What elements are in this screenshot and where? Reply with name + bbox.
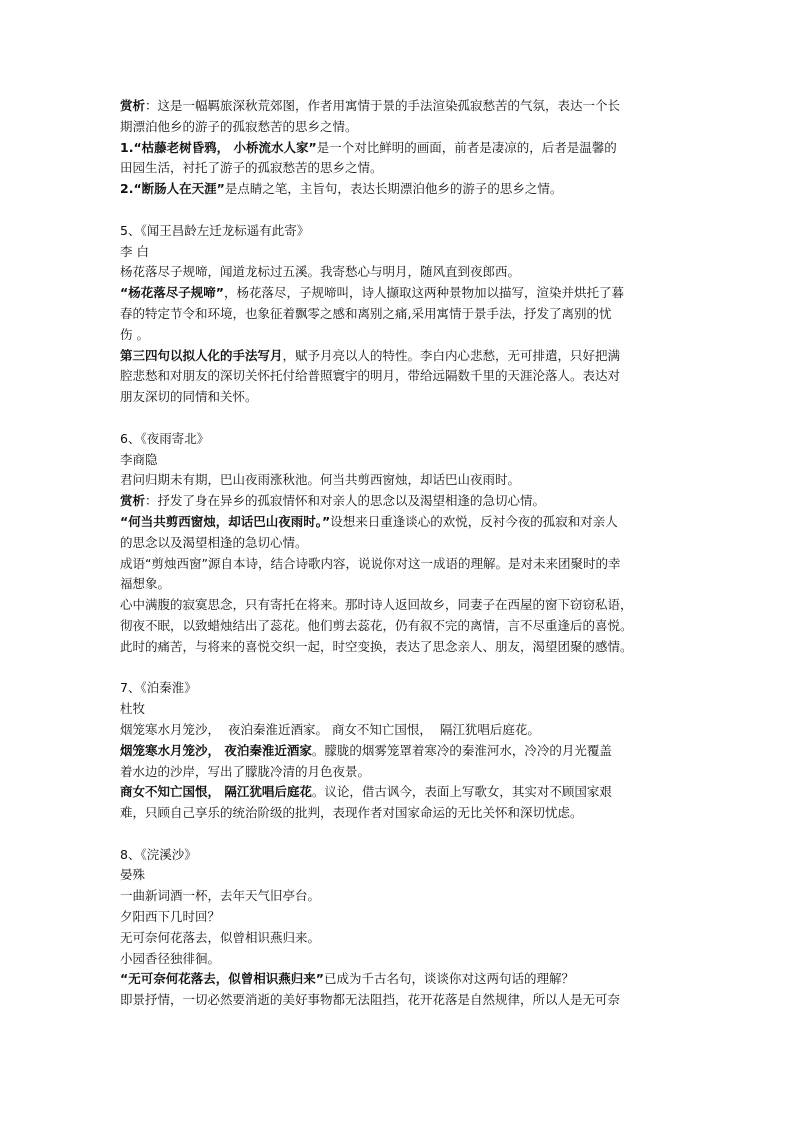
section-5-heading: 5、《闻王昌龄左迁龙标遥有此寄》 — [120, 222, 310, 238]
section-7-analysis-4 — [120, 803, 680, 824]
point-1-cont — [120, 158, 680, 179]
section-6-analysis-8 — [120, 637, 680, 658]
text-run: 。朦胧的烟雾笼罩着寒冷的秦淮河水，冷冷的月光覆盖 — [311, 742, 612, 758]
text-run: ，杨花落尽，子规啼叫，诗人撷取这两种景物加以描写，渲染并烘托了暮 — [223, 285, 624, 301]
section-7-analysis-1 — [120, 741, 680, 762]
text-run: 成语“剪烛西窗”源自本诗，结合诗歌内容，说说你对这一成语的理解。是对未来团聚时的幸 — [120, 555, 621, 571]
text-run: 期漂泊他乡的游子的孤寂愁苦的思乡之情。 — [120, 118, 358, 134]
section-7-author: 杜牧 — [120, 701, 146, 717]
point-2 — [120, 179, 680, 200]
text-run: 的思念以及渴望相逢的急切心情。 — [120, 534, 308, 550]
text-run: 。议论，借古讽今，表面上写歌女，其实对不顾国家艰 — [311, 784, 612, 800]
text-run: 即景抒情，一切必然要消逝的美好事物都无法阻挡，花开花落是自然规律，所以人是无可奈 — [120, 992, 621, 1008]
section-7-analysis-2 — [120, 762, 680, 783]
section-6-analysis-4 — [120, 554, 680, 575]
bold-text-run: 商女不知亡国恨， 隔江犹唱后庭花 — [120, 784, 312, 800]
text-run: 已成为千古名句，谈谈你对这两句话的理解？ — [323, 971, 574, 987]
bold-text-run: 烟笼寒水月笼沙， 夜泊秦淮近酒家 — [120, 742, 312, 758]
section-5-analysis-4 — [120, 346, 680, 367]
text-run: 心中满腹的寂寞思念，只有寄托在将来。那时诗人返回故乡，同妻子在西屋的窗下窃窃私语， — [120, 597, 633, 613]
section-gap — [120, 408, 680, 429]
section-8-author: 晏殊 — [120, 867, 146, 883]
text-run: 田园生活，衬托了游子的孤寂愁苦的思乡之情。 — [120, 160, 383, 176]
text-run: 腔悲愁和对朋友的深切关怀托付给普照寰宇的明月，带给远隔数千里的天涯沦落人。表达对 — [120, 368, 621, 384]
text-run: 是点睛之笔，主旨句，表达长期漂泊他乡的游子的思乡之情。 — [224, 181, 563, 197]
text-run: 朋友深切的同情和关怀。 — [120, 389, 258, 405]
bold-text-run: 第三四句以拟人化的手法写月 — [120, 347, 283, 363]
section-8-heading: 8、《浣溪沙》 — [120, 846, 197, 862]
section-8-analysis-2 — [120, 990, 680, 1011]
text-run: ，赋予月亮以人的特性。李白内心悲愁，无可排遣，只好把满 — [282, 347, 621, 363]
section-6-poem: 君问归期未有期，巴山夜雨涨秋池。何当共剪西窗烛，却话巴山夜雨时。 — [120, 472, 521, 488]
section-gap — [120, 824, 680, 845]
text-run: 设想来日重逢谈心的欢悦，反衬今夜的孤寂和对亲人 — [330, 513, 618, 529]
text-run: 着水边的沙岸，写出了朦胧冷清的月色夜景。 — [120, 763, 371, 779]
bold-text-run: 赏析 — [120, 493, 146, 509]
text-run: 是一个对比鲜明的画面，前者是凄凉的，后者是温馨的 — [316, 139, 617, 155]
text-run: 彻夜不眠，以致蜡烛结出了蕊花。他们剪去蕊花，仍有叙不完的离情，言不尽重逢后的喜悦。 — [120, 617, 633, 633]
section-6-analysis-2 — [120, 512, 680, 533]
section-5-poem: 杨花落尽子规啼，闻道龙标过五溪。我寄愁心与明月，随风直到夜郎西。 — [120, 264, 521, 280]
section-5-analysis-5 — [120, 366, 680, 387]
text-run: 伤 。 — [120, 326, 149, 342]
section-8-analysis-1 — [120, 969, 680, 990]
section-7-heading: 7、《泊秦淮》 — [120, 680, 197, 696]
bold-text-run: “无可奈何花落去，似曾相识燕归来” — [120, 971, 324, 987]
section-6-author: 李商隐 — [120, 451, 158, 467]
section-5-analysis-2 — [120, 304, 680, 325]
text-run: ：这是一幅羁旅深秋荒郊图，作者用寓情于景的手法渲染孤寂愁苦的气氛，表达一个长 — [145, 98, 621, 113]
section-8-poem-line-4: 小园香径独徘徊。 — [120, 950, 221, 966]
section-6-analysis-5 — [120, 574, 680, 595]
section-5-analysis-6 — [120, 387, 680, 408]
bold-text-run: “杨花落尽子规啼” — [120, 285, 224, 301]
section-8-poem-line-2: 夕阳西下几时回？ — [120, 909, 221, 925]
text-run: 春的特定节令和环境，也象征着飘零之感和离别之痛,采用寓情于景手法，抒发了离别的忧 — [120, 305, 612, 321]
appreciation-line — [120, 96, 680, 117]
section-gap — [120, 658, 680, 679]
bold-text-run: 2.“断肠人在天涯” — [120, 181, 225, 197]
document-page — [120, 96, 680, 1011]
section-6-analysis-1 — [120, 491, 680, 512]
text-run: 难，只顾自己享乐的统治阶级的批判，表现作者对国家命运的无比关怀和深切忧虑。 — [120, 805, 583, 821]
section-6-heading: 6、《夜雨寄北》 — [120, 430, 210, 446]
text-run: ：抒发了身在异乡的孤寂情怀和对亲人的思念以及渴望相逢的急切心情。 — [145, 493, 546, 509]
bold-text-run: “何当共剪西窗烛，却话巴山夜雨时。” — [120, 513, 331, 529]
point-1 — [120, 138, 680, 159]
text-run: 此时的痛苦，与将来的喜悦交织一起，时空变换，表达了思念亲人、朋友，渴望团聚的感情。 — [120, 638, 633, 654]
section-5-analysis-3 — [120, 325, 680, 346]
text-run: 福想象。 — [120, 576, 171, 592]
section-5-analysis-1 — [120, 283, 680, 304]
section-8-poem-line-1: 一曲新词酒一杯，去年天气旧亭台。 — [120, 888, 321, 904]
section-6-analysis-3 — [120, 533, 680, 554]
section-8-poem-line-3: 无可奈何花落去，似曾相识燕归来。 — [120, 929, 321, 945]
bold-text-run: 赏析 — [120, 98, 146, 113]
section-gap — [120, 200, 680, 221]
section-6-analysis-7 — [120, 616, 680, 637]
appreciation-line-cont — [120, 117, 680, 138]
bold-text-run: 1.“枯藤老树昏鸦， 小桥流水人家” — [120, 139, 317, 155]
section-5-author: 李 白 — [120, 243, 149, 259]
section-6-analysis-6 — [120, 595, 680, 616]
section-7-poem: 烟笼寒水月笼沙， 夜泊秦淮近酒家。 商女不知亡国恨， 隔江犹唱后庭花。 — [120, 721, 540, 737]
section-7-analysis-3 — [120, 782, 680, 803]
